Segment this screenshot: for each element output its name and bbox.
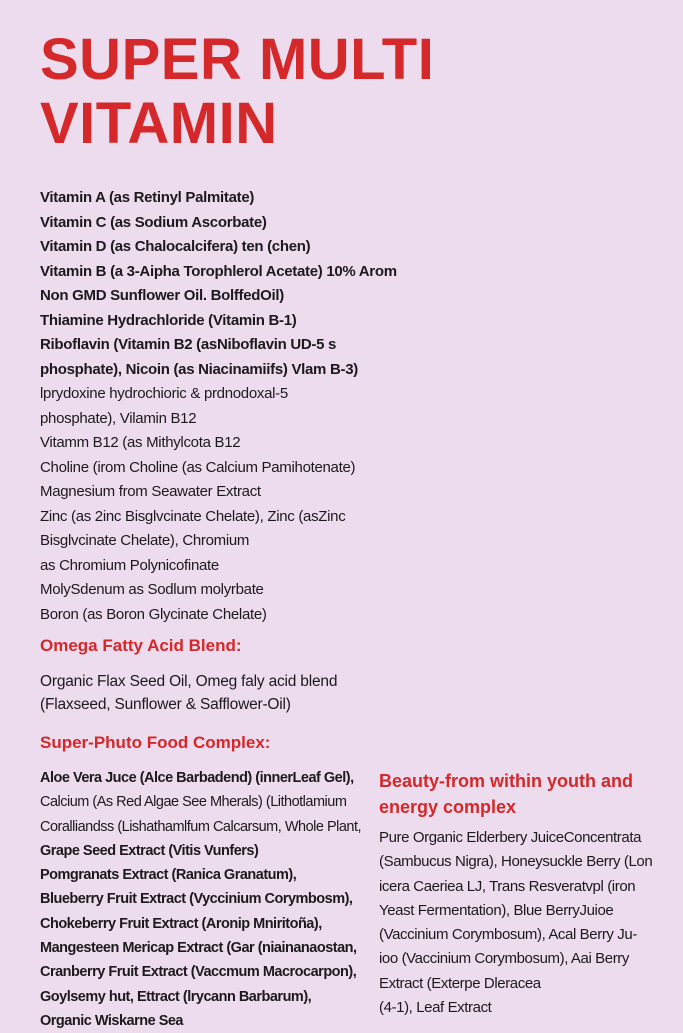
vitamin-line: Zinc (as 2inc Bisglvcinate Chelate), Zinc (asZinc: [40, 507, 346, 525]
beauty-line: Pure Organic Elderbery JuiceConcentrata: [379, 829, 642, 846]
phyto-line: Cranberry Fruit Extract (Vaccmum Macrocarpon),: [40, 964, 357, 981]
vitamin-line: Bisglvcinate Chelate), Chromium: [40, 532, 250, 549]
beauty-heading: [379, 768, 633, 820]
phyto-line: Blueberry Fruit Extract (Vyccinium Corymbosm),: [40, 891, 353, 908]
beauty-line: Extract (Exterpe Dleracea: [379, 974, 541, 992]
vitamin-line: Vitamin C (as Sodium Ascorbate): [40, 213, 267, 231]
vitamin-line: Non GMD Sunflower Oil. BolffedOil): [40, 287, 284, 304]
vitamin-line: phosphate), Vilamin B12: [40, 409, 197, 427]
phyto-line: Calcium (As Red Algae See Mherals) (Lithotlamium: [40, 794, 347, 811]
vitamin-line: phosphate), Nicoin (as Niacinamiifs) Vlam B-3): [40, 360, 358, 378]
omega-heading: Omega Fatty Acid Blend:: [40, 636, 242, 655]
phyto-line: Coralliandss (Lishathamlfum Calcarsum, Whole Plant,: [40, 818, 362, 835]
product-title: [40, 28, 434, 156]
phyto-line: Grape Seed Extract (Vitis Vunfers): [40, 842, 259, 859]
title-line-1: SUPER MULTI: [40, 27, 435, 92]
omega-line: (Flaxseed, Sunflower & Safflower-Oil): [40, 696, 291, 713]
vitamin-line: Vitamm B12 (as Mithylcota B12: [40, 434, 241, 451]
beauty-heading-line-1: Beauty-from within youth and: [379, 771, 633, 791]
phyto-heading: Super-Phuto Food Complex:: [40, 733, 271, 752]
omega-line: Organic Flax Seed Oil, Omeg faly acid blend: [40, 673, 338, 690]
vitamin-line: as Chromium Polynicofinate: [40, 556, 219, 574]
vitamin-line: Vitamin A (as Retinyl Palmitate): [40, 189, 255, 206]
phyto-line: Aloe Vera Juce (Alce Barbadend) (innerLeaf Gel),: [40, 770, 354, 786]
vitamin-line: Vitamin B (a 3-Aipha Torophlerol Acetate) 10% Arom: [40, 262, 397, 280]
vitamin-line: Choline (irom Choline (as Calcium Pamihotenate): [40, 458, 356, 476]
vitamin-list: [40, 186, 400, 627]
beauty-line: ioo (Vaccinium Corymbosum), Aai Berry: [379, 950, 630, 968]
beauty-line: (Vaccinium Corymbosum), Acal Berry Ju-: [379, 926, 637, 944]
vitamin-line: lprydoxine hydrochioric & prdnodoxal-5: [40, 385, 288, 402]
vitamin-line: MolySdenum as Sodlum molyrbate: [40, 581, 264, 598]
beauty-line: icera Caeriea LJ, Trans Resveratvpl (iron: [379, 877, 636, 895]
phyto-line: Pomgranats Extract (Ranica Granatum),: [40, 867, 297, 884]
phyto-line: Organic Wiskarne Sea: [40, 1012, 183, 1029]
vitamin-line: Magnesium from Seawater Extract: [40, 483, 261, 500]
phyto-line: Mangesteen Mericap Extract (Gar (niainanaostan,: [40, 940, 357, 957]
beauty-text: [379, 826, 652, 1020]
beauty-line: (4-1), Leaf Extract: [379, 999, 492, 1017]
phyto-line: Goylsemy hut, Ettract (lrycann Barbarum),: [40, 988, 312, 1005]
vitamin-line: Thiamine Hydrachloride (Vitamin B-1): [40, 311, 297, 329]
vitamin-line: Riboflavin (Vitamin B2 (asNiboflavin UD-5 s: [40, 336, 337, 353]
phyto-line: Chokeberry Fruit Extract (Aronip Mniritoña),: [40, 915, 322, 932]
vitamin-line: Vitamin D (as Chalocalcifera) ten (chen): [40, 238, 311, 255]
beauty-line: Yeast Fermentation), Blue BerryJuioe: [379, 901, 614, 919]
title-line-2: VITAMIN: [40, 91, 278, 156]
beauty-heading-line-2: energy complex: [379, 797, 517, 817]
phyto-list: [40, 766, 370, 1033]
beauty-line: (Sambucus Nigra), Honeysuckle Berry (Lon: [379, 853, 653, 871]
vitamin-line: Boron (as Boron Glycinate Chelate): [40, 605, 267, 623]
omega-text: [40, 670, 337, 716]
